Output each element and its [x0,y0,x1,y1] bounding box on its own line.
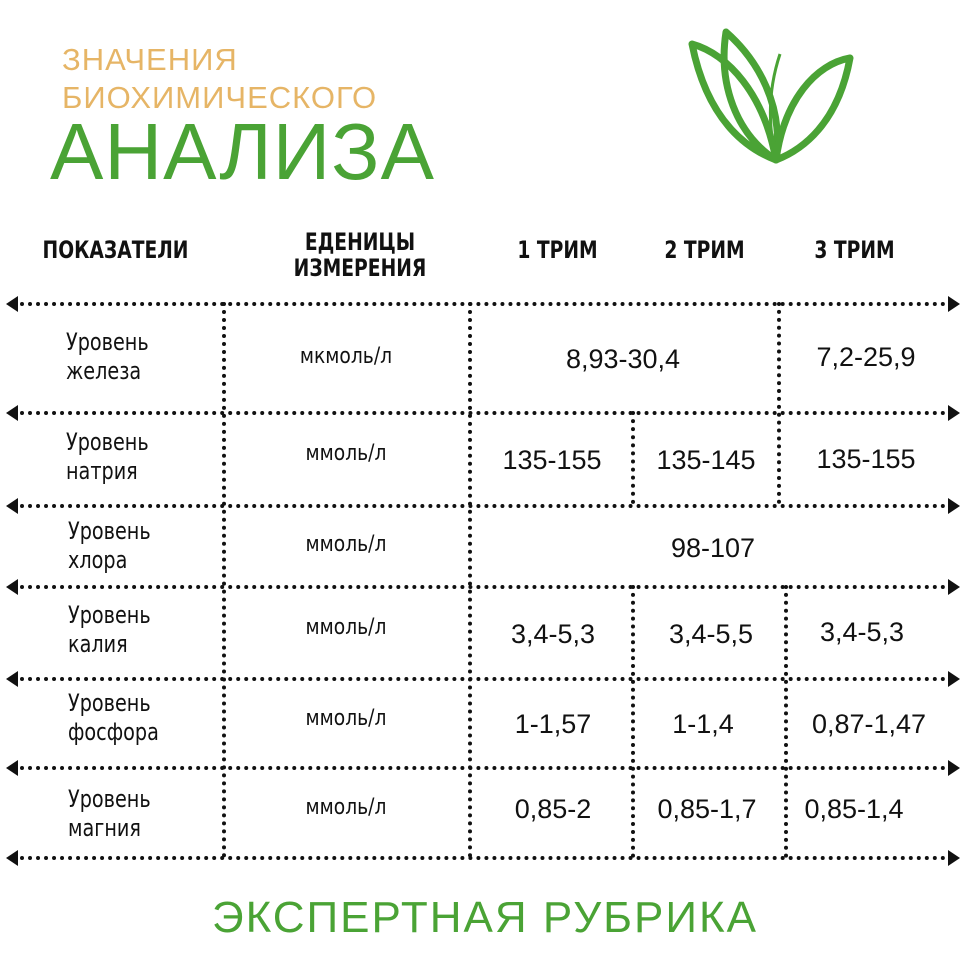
row-label-line: Уровень [68,689,151,717]
row-label-line: железа [66,356,142,385]
row-unit: мкмоль/л [299,344,393,369]
arrow-left-icon [6,760,18,776]
row-label-line: магния [68,813,141,842]
arrow-left-icon [6,850,18,866]
value-trim2: 1-1,4 [672,709,734,739]
row-label-line: Уровень [66,328,149,356]
column-separator [468,302,472,858]
row-label-magnesium [68,785,151,843]
arrow-right-icon [948,405,960,421]
row-label-line: Уровень [68,517,151,545]
arrow-right-icon [948,579,960,595]
arrow-right-icon [948,498,960,514]
row-separator [12,766,954,770]
value-trim3: 7,2-25,9 [816,342,916,372]
value-trim3: 0,87-1,47 [811,709,927,739]
row-separator [12,856,954,860]
row-unit: ммоль/л [305,532,387,557]
lotus-leaves-icon [688,24,854,166]
value-trim1: 135-155 [502,445,602,475]
row-label-phosphorus [68,689,159,747]
value-trim1: 0,85-2 [514,794,592,824]
header-units-line1: ЕДЕНИЦЫ [304,228,416,256]
header-indicators: ПОКАЗАТЕЛИ [42,236,189,264]
row-label-line: Уровень [66,428,149,456]
value-trim1: 1-1,57 [514,709,592,739]
row-separator [12,585,954,589]
header-trim1: 1 ТРИМ [517,236,598,264]
row-unit: ммоль/л [305,441,387,466]
value-trim2: 0,85-1,7 [657,794,757,824]
header-units-line2: ИЗМЕРЕНИЯ [293,253,427,282]
header-trim3: 3 ТРИМ [814,236,895,264]
row-separator [12,411,954,415]
arrow-left-icon [6,498,18,514]
row-label-iron [66,328,149,386]
row-label-line: Уровень [68,785,151,813]
column-separator [222,302,226,858]
title-line1: ЗНАЧЕНИЯ [62,42,238,77]
value-trim3: 3,4-5,3 [819,617,905,647]
row-label-line: Уровень [68,601,151,629]
row-label-sodium [66,428,149,486]
arrow-left-icon [6,296,18,312]
row-separator [12,677,954,681]
value-trim3: 0,85-1,4 [804,794,904,824]
row-label-line: фосфора [68,717,159,746]
value-trim3: 135-155 [816,444,916,474]
row-separator [12,302,954,306]
arrow-left-icon [6,405,18,421]
row-label-line: хлора [68,545,128,574]
row-label-line: натрия [66,456,138,485]
title-main: АНАЛИЗА [50,107,435,196]
row-unit: ммоль/л [305,615,387,640]
row-label-potassium [68,601,151,659]
value-trim1: 3,4-5,3 [510,619,596,649]
row-label-line: калия [68,629,128,658]
arrow-right-icon [948,760,960,776]
footer-rubric: ЭКСПЕРТНАЯ РУБРИКА [211,893,759,942]
row-label-chlorine [68,517,151,575]
row-separator [12,504,954,508]
row-unit: ммоль/л [305,706,387,731]
value-trim2: 3,4-5,5 [668,619,754,649]
arrow-left-icon [6,671,18,687]
arrow-right-icon [948,296,960,312]
value-all-trims: 98-107 [670,533,756,563]
header-trim2: 2 ТРИМ [664,236,745,264]
arrow-right-icon [948,671,960,687]
title-line2: БИОХИМИЧЕСКОГО [62,80,378,115]
row-unit: ммоль/л [305,795,387,820]
value-trim2: 135-145 [656,445,756,475]
value-trim1-2: 8,93-30,4 [565,344,681,374]
header-units [274,230,446,282]
arrow-left-icon [6,579,18,595]
arrow-right-icon [948,850,960,866]
